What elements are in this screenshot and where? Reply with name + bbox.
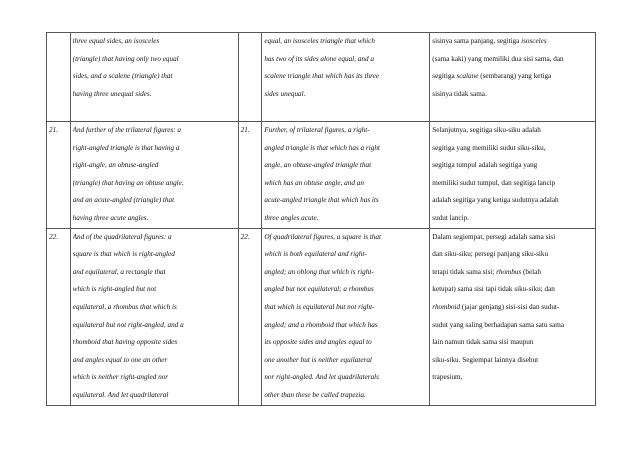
text-line: sides unequal.: [264, 89, 306, 98]
text-line: And of the quadrilateral figures: a: [72, 232, 172, 241]
text-line: [432, 264, 591, 282]
text-line: equilateral, a rhombus that which is: [72, 302, 177, 311]
text-segment: sisinya tidak sama.: [432, 89, 487, 98]
text-line: and equilateral, a rectangle that: [72, 267, 166, 276]
text-line: scalene triangle that which has its three: [264, 72, 380, 81]
text-line: [432, 246, 591, 264]
text-line: having three acute angles.: [72, 213, 149, 222]
text-line: [432, 299, 591, 317]
text-segment: segitiga: [432, 72, 457, 81]
text-line: (triangle) that having an obtuse angle,: [72, 178, 184, 187]
text-line: rhomboid that having opposite sides: [72, 338, 178, 347]
text-line: and angles equal to one an other: [72, 355, 168, 364]
text-line: equal, an isosceles triangle that which: [264, 37, 375, 45]
text-segment: Dalam segiempat, persegi adalah sama sisi: [432, 232, 556, 241]
indonesian-text-cell: [430, 33, 596, 122]
text-line: And further of the trilateral figures: a: [72, 126, 182, 134]
text-segment: sudut lancip.: [432, 213, 470, 222]
english-text-cell-left: [70, 33, 238, 122]
text-line: [432, 122, 591, 140]
text-line: three angles acute.: [264, 213, 319, 222]
text-line: angled; and a rhomboid that which has: [264, 320, 378, 329]
text-segment: sudut yang saling berhadapan sama satu sama: [432, 320, 565, 329]
text-line: three equal sides, an isosceles: [72, 37, 160, 45]
text-line: [432, 352, 591, 370]
text-line: and an acute-angled (triangle) that: [72, 196, 175, 205]
text-segment: memiliki sudut tumpul, dan segitiga lancip: [432, 178, 556, 187]
italic-term: rhomboid: [432, 302, 461, 311]
text-line: [432, 86, 591, 104]
text-line: has two of its sides alone equal, and a: [264, 54, 374, 63]
indonesian-text-cell: [430, 122, 596, 229]
text-segment: trapesium,: [432, 373, 463, 382]
text-segment: Selanjutnya, segitiga siku-siku adalah: [432, 126, 541, 134]
text-line: [432, 229, 591, 247]
english-text-cell-left: [70, 122, 238, 229]
text-line: angle, an obtuse-angled triangle that: [264, 161, 372, 170]
italic-term: rhombus: [496, 267, 522, 276]
text-segment: segitiga tumpul adalah segitiga yang: [432, 161, 538, 170]
text-line: Further, of trilateral figures, a right-: [264, 126, 370, 134]
text-line: angled; an oblong that which is right-: [264, 267, 374, 276]
text-segment: (sama kaki) yang memiliki dua sisi sama, dan: [432, 54, 564, 63]
row-number-left: 21.: [47, 122, 71, 229]
text-line: equilateral. And let quadrilateral: [72, 390, 169, 399]
text-line: [432, 140, 591, 158]
text-line: having three unequal sides.: [72, 89, 152, 98]
text-segment: segitiga yang memiliki sudut siku-siku,: [432, 143, 546, 152]
text-line: right-angle, an obtuse-angled: [72, 161, 159, 170]
english-text-cell-right: [262, 122, 430, 229]
text-line: right-angled triangle is that having a: [72, 143, 180, 152]
text-line: Of quadrilateral figures, a square is that: [264, 232, 381, 241]
row-number-right: 22.: [238, 228, 262, 405]
text-line: which is both equilateral and right-: [264, 250, 367, 259]
text-line: [432, 369, 591, 387]
text-line: one another but is neither equilateral: [264, 355, 372, 364]
text-segment: (belah: [521, 267, 541, 276]
text-line: [432, 281, 591, 299]
text-line: square is that which is right-angled: [72, 250, 175, 259]
text-segment: adalah segitiga yang ketiga sudutnya adalah: [432, 196, 559, 205]
translation-table: [46, 32, 596, 406]
text-line: [432, 157, 591, 175]
text-line: [432, 51, 591, 69]
row-number-right: [238, 33, 262, 122]
text-segment: siku-siku. Segiempat lainnya disebut: [432, 355, 539, 364]
text-segment: dan siku-siku; persegi panjang siku-siku: [432, 250, 549, 259]
text-line: sides, and a scalene (triangle) that: [72, 72, 173, 81]
table-row: [47, 33, 596, 122]
table-row: [47, 228, 596, 405]
table-row: [47, 122, 596, 229]
row-number-left: 22.: [47, 228, 71, 405]
text-line: nor right-angled. And let quadrilaterals: [264, 373, 379, 382]
text-line: [432, 334, 591, 352]
text-line: other than these be called trapezia.: [264, 390, 366, 399]
italic-term: isosceles: [521, 37, 547, 45]
text-line: acute-angled triangle that which has its: [264, 196, 379, 205]
text-line: [432, 192, 591, 210]
text-line: which is neither right-angled nor: [72, 373, 169, 382]
text-line: [432, 317, 591, 335]
text-segment: (jajar genjang) sisi-sisi dan sudut-: [460, 302, 560, 311]
row-number-right: 21.: [238, 122, 262, 229]
italic-term: scalane: [456, 72, 479, 81]
english-text-cell-right: [262, 228, 430, 405]
text-line: that which is equilateral but not right-: [264, 302, 375, 311]
text-line: which is right-angled but not: [72, 285, 157, 294]
indonesian-text-cell: [430, 228, 596, 405]
text-segment: tetapi tidak sama sisi;: [432, 267, 497, 276]
text-line: which has an obtuse angle, and an: [264, 178, 364, 187]
text-segment: (sembarang) yang ketiga: [478, 72, 552, 81]
text-line: angled but not equilateral; a rhombus: [264, 285, 374, 294]
text-segment: ketupat) sama sisi tapi tidak siku-siku; dan: [432, 285, 555, 294]
text-line: [432, 210, 591, 228]
text-segment: lain namun tidak sama sisi maupun: [432, 338, 534, 347]
text-line: equilateral but not right-angled, and a: [72, 320, 184, 329]
row-number-left: [47, 33, 71, 122]
text-line: [432, 33, 591, 51]
english-text-cell-right: [262, 33, 430, 122]
text-segment: sisinya sama panjang, segitiga: [432, 37, 522, 45]
text-line: [432, 68, 591, 86]
english-text-cell-left: [70, 228, 238, 405]
text-line: its opposite sides and angles equal to: [264, 338, 372, 347]
text-line: [432, 175, 591, 193]
text-line: (triangle) that having only two equal: [72, 54, 179, 63]
text-line: angled triangle is that which has a right: [264, 143, 380, 152]
